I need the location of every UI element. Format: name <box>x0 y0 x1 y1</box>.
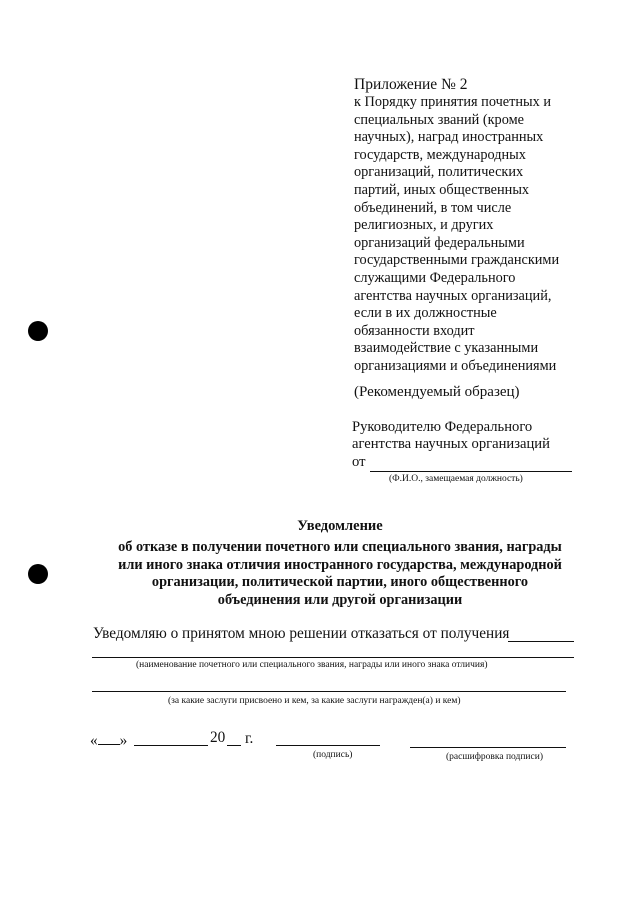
from-label: от <box>352 453 366 470</box>
appendix-line: религиозных, и других <box>354 217 494 234</box>
appendix-block <box>354 76 634 376</box>
quote-open: « <box>90 732 98 749</box>
date-row <box>90 730 127 750</box>
appendix-line: партий, иных общественных <box>354 181 530 198</box>
year-suffix: г. <box>245 730 254 747</box>
appendix-line: организациями и объединениями <box>354 357 557 374</box>
addressee-line: Руководителю Федерального <box>352 419 533 435</box>
notice-subheading-line: об отказе в получении почетного или специального звания, награды <box>118 539 562 555</box>
appendix-line: специальных званий (кроме <box>354 111 524 128</box>
notice-subheading-line: организации, политической партии, иного общественного <box>151 574 529 591</box>
punch-hole-bottom <box>28 564 48 584</box>
notice-heading-block <box>60 518 620 609</box>
signature-decoding-field-line[interactable] <box>410 747 566 748</box>
day-field-line[interactable] <box>98 730 120 745</box>
fio-caption: (Ф.И.О., замещаемая должность) <box>389 474 523 484</box>
year-prefix: 20 <box>210 729 226 746</box>
appendix-line: организаций, политических <box>354 164 524 181</box>
appendix-line: организаций федеральными <box>354 234 525 251</box>
signature-field-line[interactable] <box>276 745 380 746</box>
award-caption: (наименование почетного или специального звания, награды или иного знака отличия) <box>136 660 488 670</box>
notice-subheading <box>60 539 620 609</box>
addressee-line: агентства научных организаций <box>352 436 550 453</box>
appendix-line: агентства научных организаций, <box>354 287 552 304</box>
addressee-block <box>352 419 622 471</box>
fio-field-line[interactable] <box>370 471 572 472</box>
month-field-line[interactable] <box>134 745 208 746</box>
appendix-line: взаимодействие с указанными <box>354 340 539 357</box>
merit-caption: (за какие заслуги присвоено и кем, за какие заслуги награжден(а) и кем) <box>168 696 461 706</box>
appendix-line: если в их должностные <box>354 305 497 322</box>
award-name-field-line-2[interactable] <box>92 657 574 658</box>
award-name-field-line-1[interactable] <box>508 641 574 642</box>
punch-hole-top <box>28 321 48 341</box>
decoding-caption: (расшифровка подписи) <box>446 752 543 762</box>
sample-note: (Рекомендуемый образец) <box>354 384 520 400</box>
notice-title: Уведомление <box>297 518 383 534</box>
appendix-line: государственными гражданскими <box>354 252 560 269</box>
appendix-line: научных), наград иностранных <box>354 129 544 146</box>
appendix-title: Приложение № 2 <box>354 76 468 93</box>
year-field-line[interactable] <box>227 745 241 746</box>
appendix-line: служащими Федерального <box>354 269 516 286</box>
appendix-line: объединений, в том числе <box>354 199 512 216</box>
merit-field-line[interactable] <box>92 691 566 692</box>
quote-close: » <box>119 732 128 749</box>
appendix-line: к Порядку принятия почетных и <box>354 94 552 110</box>
appendix-line: государств, международных <box>354 146 526 163</box>
notice-subheading-line: объединения или другой организации <box>217 591 463 608</box>
appendix-line: обязанности входит <box>354 322 475 339</box>
signature-caption: (подпись) <box>313 750 353 760</box>
statement-text: Уведомляю о принятом мною решении отказаться от получения <box>93 625 510 642</box>
notice-subheading-line: или иного знака отличия иностранного государства, международной <box>118 556 562 573</box>
